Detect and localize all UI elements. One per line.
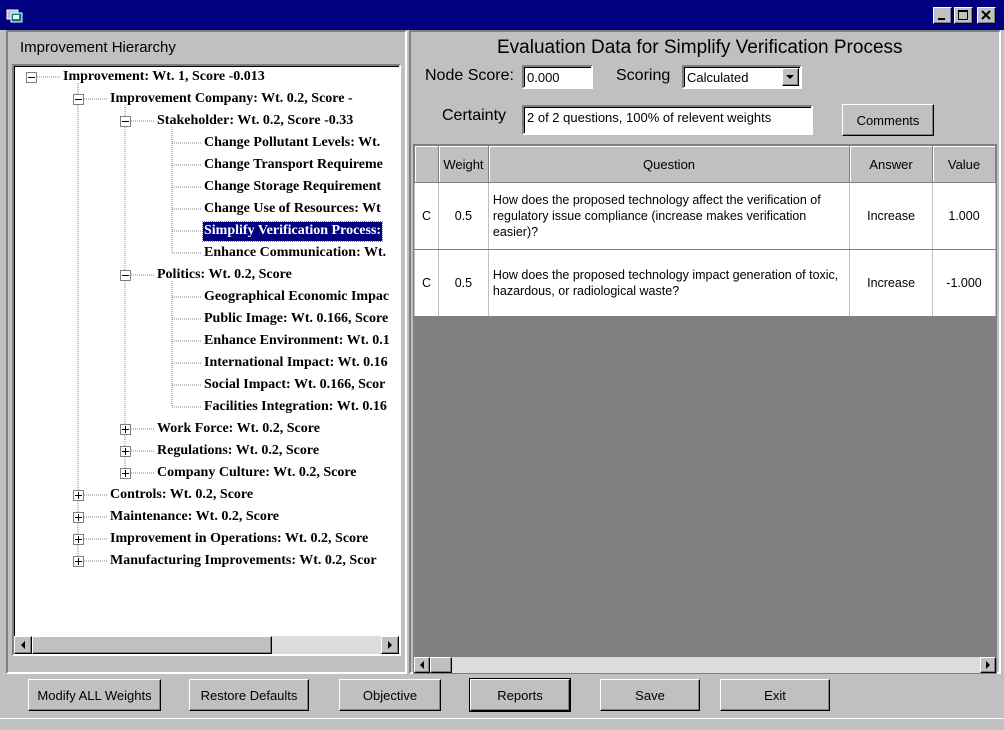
tree-node[interactable]: Geographical Economic Impac [204,289,390,304]
app-icon[interactable] [6,7,24,23]
row-answer[interactable]: Increase [850,250,933,317]
certainty-field[interactable]: 2 of 2 questions, 100% of relevent weights [522,105,813,135]
row-answer[interactable]: Increase [850,183,933,250]
tree-node[interactable]: Work Force: Wt. 0.2, Score [157,421,320,436]
collapse-icon[interactable] [73,94,84,105]
modify-all-weights-button[interactable] [28,679,161,711]
scoring-select[interactable] [682,65,802,89]
tree-node[interactable]: International Impact: Wt. 0.16 [204,355,388,370]
tree-node[interactable]: Improvement: Wt. 1, Score -0.013 [63,69,265,84]
restore-defaults-button[interactable] [189,679,309,711]
objective-label: Objective [362,687,418,703]
reports-label: Reports [497,687,543,703]
grid-scroll-right-button[interactable] [980,657,996,673]
column-header-flag[interactable] [415,146,439,183]
tree-node[interactable]: Maintenance: Wt. 0.2, Score [110,509,280,524]
tree-node[interactable]: Facilities Integration: Wt. 0.16 [204,399,387,414]
hierarchy-tree[interactable] [12,64,401,656]
table-header-row [415,146,996,183]
chevron-down-icon[interactable] [782,68,799,86]
grid-scroll-left-button[interactable] [414,657,430,673]
expand-icon[interactable] [120,424,131,435]
tree-node[interactable]: Enhance Environment: Wt. 0.1 [204,333,390,348]
scoring-select-value: Calculated [687,70,749,85]
expand-icon[interactable] [73,556,84,567]
tree-scroll-thumb[interactable] [32,636,272,654]
scroll-right-button[interactable] [381,636,399,654]
questions-table [414,145,996,317]
reports-button[interactable] [470,679,570,711]
tree-node[interactable]: Controls: Wt. 0.2, Score [110,487,254,502]
close-button[interactable] [977,7,996,24]
column-header-value[interactable]: Value [933,146,996,183]
expand-icon[interactable] [73,490,84,501]
table-row[interactable] [415,183,996,250]
scroll-left-button[interactable] [14,636,32,654]
comments-button[interactable] [842,104,934,136]
node-score-field[interactable]: 0.000 [522,65,593,89]
tree-node[interactable]: Social Impact: Wt. 0.166, Scor [204,377,386,392]
comments-button-label: Comments [856,112,920,128]
hierarchy-panel [6,30,407,674]
hierarchy-title: Improvement Hierarchy [20,39,176,56]
node-score-label: Node Score: [425,67,514,84]
minimize-button[interactable] [933,7,952,24]
taskbar-strip [0,718,1004,730]
tree-node[interactable]: Change Transport Requireme [204,157,383,172]
tree-node[interactable]: Change Pollutant Levels: Wt. [204,135,381,150]
grid-scroll-thumb[interactable] [430,657,452,673]
title-bar [0,0,1004,30]
grid-horizontal-scrollbar[interactable] [414,657,996,673]
evaluation-panel [409,30,1001,674]
expand-icon[interactable] [73,534,84,545]
evaluation-title: Evaluation Data for Simplify Verification Process [497,37,903,58]
tree-node[interactable]: Manufacturing Improvements: Wt. 0.2, Scor [110,553,377,568]
expand-icon[interactable] [120,446,131,457]
tree-node[interactable]: Improvement in Operations: Wt. 0.2, Score [110,531,369,546]
row-flag[interactable]: C [415,183,439,250]
tree-horizontal-scrollbar[interactable] [14,636,399,654]
modify-all-weights-label: Modify ALL Weights [37,687,152,703]
objective-button[interactable] [339,679,441,711]
exit-button[interactable] [720,679,830,711]
tree-node[interactable]: Stakeholder: Wt. 0.2, Score -0.33 [157,113,354,128]
table-row[interactable] [415,250,996,317]
row-weight[interactable]: 0.5 [438,250,488,317]
row-question[interactable]: How does the proposed technology impact generation of toxic, hazardous, or radiological waste? [488,250,849,317]
expand-icon[interactable] [73,512,84,523]
row-value[interactable]: 1.000 [933,183,996,250]
row-question[interactable]: How does the proposed technology affect the verification of regulatory issue compliance (increase makes verification easier)? [488,183,849,250]
tree-node[interactable]: Public Image: Wt. 0.166, Score [204,311,389,326]
column-header-answer[interactable]: Answer [850,146,933,183]
save-label: Save [635,687,665,703]
tree-node[interactable]: Company Culture: Wt. 0.2, Score [157,465,357,480]
tree-node[interactable]: Enhance Communication: Wt. [204,245,387,260]
save-button[interactable] [600,679,700,711]
tree-node-selected[interactable]: Simplify Verification Process: [203,222,382,241]
maximize-button[interactable] [954,7,973,24]
exit-label: Exit [764,687,786,703]
restore-defaults-label: Restore Defaults [200,687,298,703]
bottom-toolbar [6,676,998,716]
row-weight[interactable]: 0.5 [438,183,488,250]
collapse-icon[interactable] [26,72,37,83]
tree-node[interactable]: Change Use of Resources: Wt [204,201,381,216]
expand-icon[interactable] [120,468,131,479]
column-header-question[interactable]: Question [488,146,849,183]
collapse-icon[interactable] [120,116,131,127]
certainty-label: Certainty [442,107,507,124]
tree-node[interactable]: Regulations: Wt. 0.2, Score [157,443,320,458]
tree-node[interactable]: Politics: Wt. 0.2, Score [157,267,292,282]
tree-node[interactable]: Change Storage Requirement [204,179,382,194]
collapse-icon[interactable] [120,270,131,281]
tree-node[interactable]: Improvement Company: Wt. 0.2, Score - [110,91,353,106]
row-value[interactable]: -1.000 [933,250,996,317]
column-header-weight[interactable]: Weight [438,146,488,183]
row-flag[interactable]: C [415,250,439,317]
questions-grid[interactable] [413,144,997,674]
scoring-label: Scoring [616,67,671,84]
